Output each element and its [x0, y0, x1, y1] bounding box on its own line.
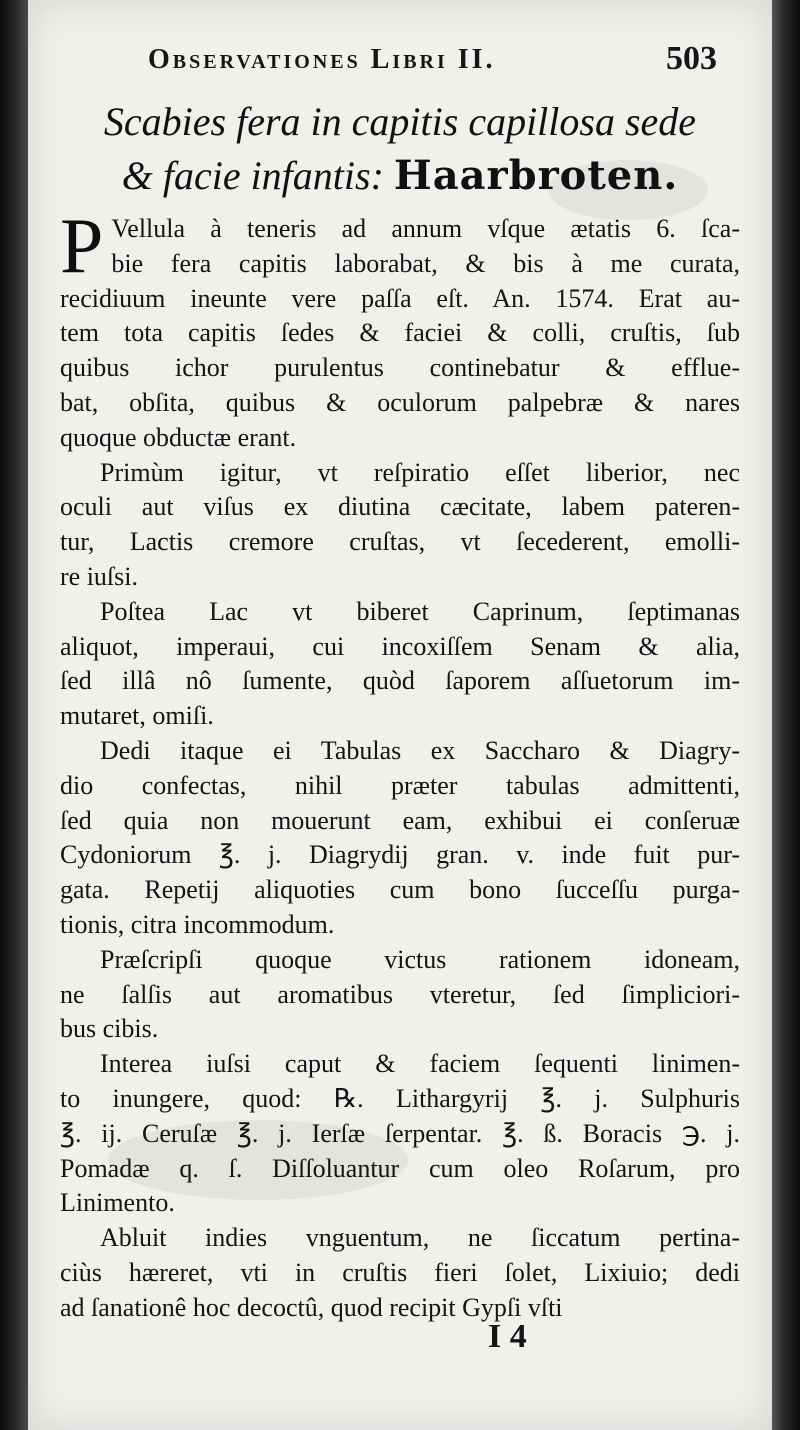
text-line: ſed quia non mouerunt eam, exhibui ei conſeruæ: [60, 805, 740, 835]
text-line: re iuſsi.: [60, 561, 138, 591]
text-line: Poſtea Lac vt biberet Caprinum, ſeptimanas: [100, 596, 740, 626]
text-line: Præſcripſi quoque victus rationem idoneam,: [100, 944, 740, 974]
text-line: Abluit indies vnguentum, ne ſiccatum pertina-: [100, 1223, 740, 1253]
text-line: Vellula à teneris ad annum vſque ætatis 6. ſca-: [111, 214, 740, 243]
heading-prefix: & facie infantis:: [121, 153, 384, 198]
text-line: ne ſalſis aut aromatibus vteretur, ſed ſimpliciori-: [60, 979, 740, 1009]
page-edge-left: [0, 0, 28, 1430]
body-text: [60, 202, 740, 1326]
text-line: dio confectas, nihil præter tabulas admittenti,: [60, 770, 740, 800]
text-line: gata. Repetij aliquoties cum bono ſucceſſu purga-: [60, 875, 740, 905]
text-line: Dedi itaque ei Tabulas ex Saccharo & Diagry-: [100, 735, 740, 765]
text-line: aliquot, imperaui, cui incoxiſſem Senam & alia,: [60, 631, 740, 661]
book-page: [28, 0, 772, 1430]
text-line: Primùm igitur, vt reſpiratio eſſet liberior, nec: [100, 457, 740, 487]
text-line: ad ſanationê hoc decoctû, quod recipit Gypſi vſti: [60, 1292, 563, 1322]
text-line: tionis, citra incommodum.: [60, 909, 335, 939]
drop-cap: P: [60, 202, 104, 289]
text-line: tur, Lactis cremore cruſtas, vt ſecederent, emolli-: [60, 527, 740, 557]
text-line: recidiuum ineunte vere paſſa eſt. An. 1574. Erat au-: [60, 283, 740, 313]
running-title: Observationes Libri II.: [148, 44, 496, 75]
text-line: ℥. ij. Ceruſæ ℥. j. Ierſæ ſerpentar. ℥. ß. Boracis ℈. j.: [60, 1118, 740, 1148]
text-line: Pomadæ q. ſ. Diſſoluantur cum oleo Roſarum, pro: [60, 1153, 740, 1183]
text-line: bat, obſita, quibus & oculorum palpebræ & nares: [60, 387, 740, 417]
text-line: oculi aut viſus ex diutina cæcitate, labem pateren-: [60, 492, 740, 522]
heading-blackletter: Haarbroten.: [393, 152, 679, 199]
text-line: quoque obductæ erant.: [60, 422, 297, 452]
page-number: 503: [666, 40, 717, 77]
text-line: Interea iuſsi caput & faciem ſequenti linimen-: [100, 1049, 740, 1079]
chapter-heading-line1: Scabies fera in capitis capillosa sede: [103, 99, 697, 144]
text-line: mutaret, omiſi.: [60, 701, 214, 731]
text-line: Linimento.: [60, 1188, 175, 1218]
text-line: ſed illâ nô ſumente, quòd ſaporem aſſuetorum im-: [60, 666, 740, 696]
text-line: ciùs hæreret, vti in cruſtis fieri ſolet, Lixiuio; dedi: [60, 1257, 740, 1287]
page-edge-right: [772, 0, 800, 1430]
signature-mark: I 4: [488, 1318, 527, 1355]
text-line: bus cibis.: [60, 1014, 159, 1044]
text-line: tem tota capitis ſedes & faciei & colli, cruſtis, ſub: [60, 318, 740, 348]
text-line: bie fera capitis laborabat, & bis à me curata,: [111, 248, 740, 278]
text-line: Cydoniorum ℥. j. Diagrydij gran. v. inde fuit pur-: [60, 840, 740, 870]
text-line: to inungere, quod: ℞. Lithargyrij ℥. j. Sulphuris: [60, 1083, 740, 1113]
text-line: quibus ichor purulentus continebatur & efflue-: [60, 353, 740, 383]
running-head: [28, 40, 772, 90]
chapter-heading-line2: [28, 150, 772, 202]
